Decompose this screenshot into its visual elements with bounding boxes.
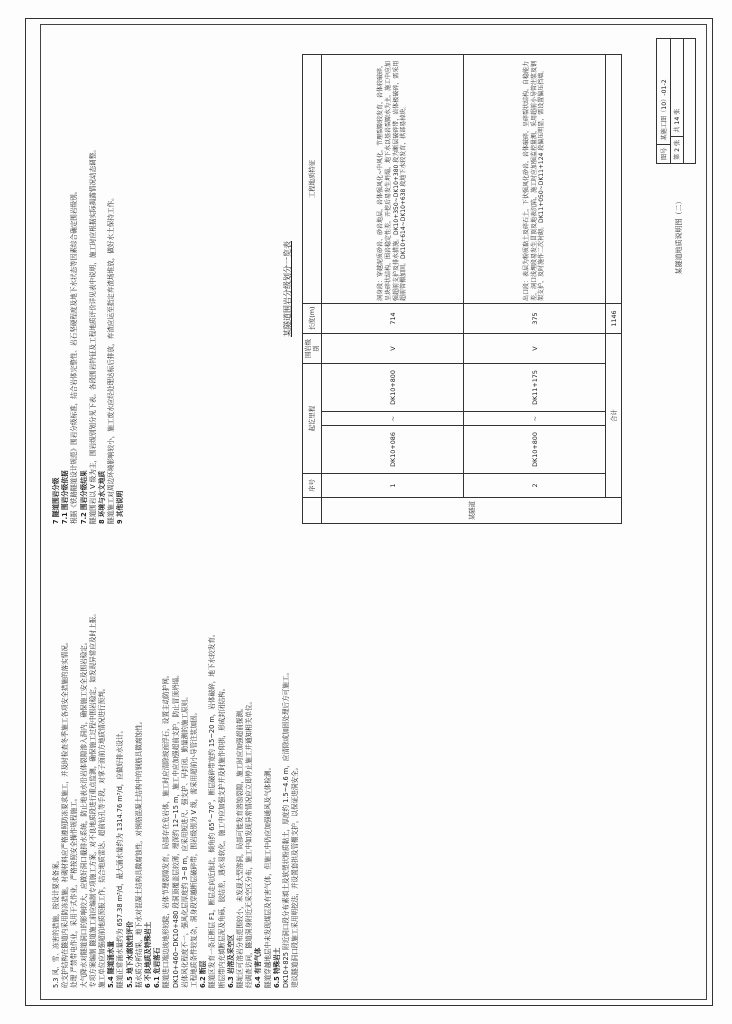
table-cell: DK10+800 <box>322 364 464 412</box>
left-paragraph: 隧道正常涌水量约为 657.38 m³/d，最大涌水量约为 1314.76 m³/d，应做好排水设计。 <box>116 726 125 988</box>
table-cell: DK10+086 <box>322 426 464 474</box>
table-header: 起讫里程 <box>303 364 322 474</box>
section-heading: 8 环境与水文地质 <box>98 470 107 524</box>
rock-grade-table <box>302 54 622 524</box>
left-paragraph: 隧道进口端边坡地形较陡，岩体节理裂隙发育，局部存在危岩体，施工时应清除坡面浮石，设置主动防护网。 <box>162 671 171 988</box>
total-length: 1146 <box>606 304 622 334</box>
total-label: 合计 <box>606 334 622 498</box>
section-heading: 5.4 隧道涌水量 <box>107 941 116 988</box>
section-heading: 6.5 特殊岩土 <box>272 947 281 988</box>
section-heading: 6.4 有害气体 <box>254 947 263 988</box>
left-paragraph: 岩体风化程度不一，强风化层厚度约 3~8 m，应采用短进尺、强支护、早封闭、勤量测的施工原则。 <box>180 693 189 988</box>
table-cell <box>606 55 622 304</box>
left-paragraph: 大气降水对隧道洞口的影响较大，应做好洞口截排水系统，防止地表水沿岩体裂隙渗入洞内，确保施工安全及围岩稳定。 <box>79 638 88 988</box>
left-paragraph: DK10+460~DK10+480 段洞顶覆盖层较薄，埋深约 12~15 m，施工中应加强超前支护，防止冒顶坍塌。 <box>171 671 180 988</box>
table-cell: 洞身段：穿越泥质砂岩、砂岩地层，岩体强风化~中风化，节理裂隙较发育，岩体较破碎，呈块碎状结构，围岩稳定性差，开挖后易发生坍塌，地下水以基岩裂隙水为主，施工中应加强超前支护及排水措施。DK10+350~DK10+380 段为断层破碎带，岩体极破碎，需采用超前管棚加固。DK10+614~DK10+638 段地下水较发育，拱部易掉块。 <box>322 55 464 304</box>
table-row <box>464 55 606 524</box>
section-heading: 9 其他说明 <box>116 490 125 524</box>
table-cell: 375 <box>464 304 606 334</box>
left-paragraph: 隧址区可溶岩分布范围较小，未发现大型溶洞，局部可能发育溶蚀裂隙，施工时应加强超前探测。 <box>236 704 245 988</box>
table-cell: ~ <box>464 412 606 426</box>
table-cell: 1 <box>322 474 464 498</box>
section-heading: 6.1 危岩落石 <box>153 947 162 988</box>
section-heading: 7.2 围岩分级结果 <box>79 470 88 524</box>
rotated-content <box>44 34 702 996</box>
left-paragraph: 经调查访问，隧道洞身附近无采空区分布，施工中如发现异常情况应立即停止施工并通知相关单位。 <box>245 697 254 988</box>
left-paragraph: 处理 严禁带电作业，采用干式作业，严格按照安全操作规程施工。 <box>70 794 79 988</box>
table-row <box>322 55 464 524</box>
section-heading: 6 不良地质及特殊岩土 <box>144 921 153 988</box>
table-cell: V <box>464 334 606 364</box>
section-heading: 5.5 地下水腐蚀性评价 <box>125 921 134 988</box>
sheet-number: 第 2 张 <box>670 136 683 163</box>
table-header: 序号 <box>303 474 322 498</box>
table-cell: DK11+175 <box>464 364 606 412</box>
table-cell: V <box>322 334 464 364</box>
table-title: 某隧道围岩分级划分一览表 <box>283 241 292 337</box>
title-block <box>656 38 696 164</box>
section-heading: 6.3 岩溶及采空区 <box>226 934 235 988</box>
left-paragraph: 5.3 风、雪、冻害的措施，按设计要求备案。 <box>52 856 60 988</box>
right-paragraph: 隧道围岩以 V 级为主，围岩级别划分见下表。各段围岩特征及工程地质评价详见表中说明，施工时应根据实际揭露情况动态调整。 <box>88 146 97 524</box>
table-cell: 2 <box>464 474 606 498</box>
left-paragraph: DK10+825 附近洞口段分布素填土及软塑状粉质黏土，厚度约 1.5~4.6 m，应清除或加固处理后方可施工。 <box>282 668 291 988</box>
left-paragraph: 隧道区发育一条正断层 F1，断层走向近南北，倾角约 65°~70°，断层破碎带宽约 15~20 m，岩体破碎，地下水较发育。 <box>208 630 217 988</box>
left-paragraph: 建议隧道洞口段施工采用明挖法，并设置套拱及管棚支护，以保证进洞安全。 <box>291 763 300 988</box>
drawing-no: 某施工图（10）-01-2 <box>661 79 668 141</box>
section-heading: 6.2 断层 <box>199 960 208 988</box>
section-heading: 7 隧道围岩分级 <box>52 477 60 524</box>
drawing-title: 某隧道地质说明图（二） <box>675 197 683 275</box>
row-group-label: 某隧道 <box>322 498 622 524</box>
table-cell: DK10+800 <box>464 426 606 474</box>
table-cell: ~ <box>322 412 464 426</box>
table-total-row <box>606 55 622 524</box>
table-cell: 714 <box>322 304 464 334</box>
right-paragraph: 根据《铁路隧道设计规范》围岩分级标准，结合岩体完整性、岩石坚硬程度及地下水状态等因素综合确定围岩级别。 <box>70 187 79 524</box>
sheet-total: 共 14 张 <box>674 108 681 133</box>
left-text-column <box>52 536 692 988</box>
table-header: 长度(m) <box>303 304 322 334</box>
left-paragraph: 隧道穿越地层中未发现煤层及有害气体，但施工中仍应加强通风及气体检测。 <box>263 763 272 988</box>
table-header: 工程地质特征 <box>303 55 322 304</box>
table-header: 围岩级别 <box>303 334 322 364</box>
section-heading: 7.1 围岩分级依据 <box>61 470 70 524</box>
left-paragraph: 专项方案编制 隧道施工前应编制专项施工方案，对不良地质段进行重点监测，确保施工过程中围岩稳定，如发现异常应及时上报。 <box>88 610 97 988</box>
left-paragraph: 据水质分析结果，地下水对混凝土结构具微腐蚀性，对钢筋混凝土结构中的钢筋具微腐蚀性。 <box>134 717 143 988</box>
table-cell: 出口段：表层为粉质黏土及碎石土，下伏强风化砂岩，岩体破碎，呈碎裂状结构，自稳能力差，洞口浅埋段易发生冒顶及地表沉陷，施工时应加强监控量测，采用超前小导管注浆及钢架支护，及时施作二次衬砌。DK11+050~DK11+124 段偏压明显，需设置偏压挡墙。 <box>464 55 606 304</box>
left-paragraph: 砼支护结构在隧道内采用防冻措施，衬砌材料应严格遵照防冻要求施工，并及时检查冬季施工各项安全措施的落实情况。 <box>61 638 70 988</box>
left-paragraph: 工程地质条件较复杂，洞身段穿越断层破碎带，围岩级别为 V 级，需采用超前小导管注浆加固。 <box>190 708 199 988</box>
table-header-row <box>303 55 322 524</box>
drawing-no-label: 图号 <box>657 144 670 163</box>
left-paragraph: 断层带内充填断层泥及角砾，胶结差，遇水易软化，施工中应加强支护并及时施作仰拱，形成封闭结构。 <box>217 684 226 988</box>
left-paragraph: 施工单位应加强超前地质预报工作，结合地质雷达、超前钻孔等手段，对掌子面前方地质情况进行预判。 <box>98 684 107 988</box>
table-header <box>303 498 322 524</box>
right-paragraph: 隧道施工对周边环境影响较小，施工废水应经处理达标后排放，弃渣应运至指定弃渣场堆放，做好水土保持工作。 <box>107 194 116 524</box>
